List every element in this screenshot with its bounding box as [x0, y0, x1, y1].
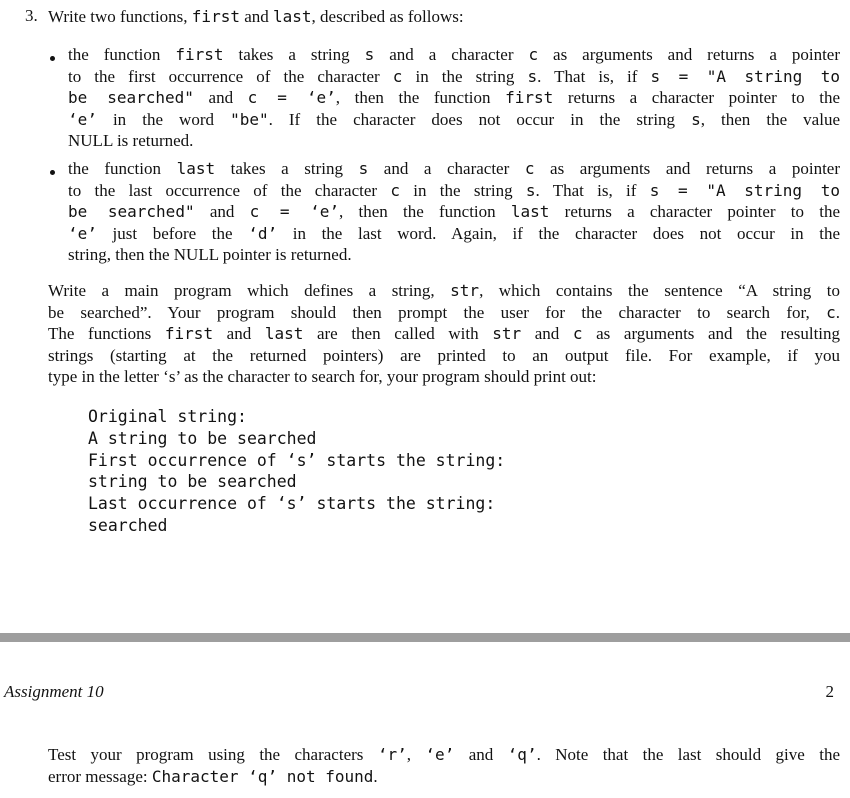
code-text-segment: be searched" — [68, 202, 195, 221]
main-program-paragraph — [48, 280, 840, 388]
text-line — [88, 515, 828, 537]
body-text-segment: Test your program using the characters — [48, 745, 378, 764]
body-text-segment: takes a string — [223, 45, 365, 64]
body-text-segment: type in the letter ‘s’ as the character to search for, your program should print out: — [48, 367, 597, 386]
body-text-segment: . — [835, 302, 840, 322]
code-text-segment: searched — [88, 515, 168, 535]
body-text-segment: in the last word. Again, if the character does not occur in the — [277, 223, 841, 243]
body-text-segment: Write a main program which defines a string, — [48, 281, 451, 300]
code-text-segment: ‘e’ — [68, 223, 97, 243]
text-line — [48, 366, 840, 388]
code-text-segment: last — [273, 7, 312, 26]
body-text-segment: be searched”. Your program should then prompt the user for the character to search for, — [48, 302, 827, 322]
code-text-segment: c — [524, 159, 535, 178]
body-text-segment: , which contains the sentence “A string to — [479, 281, 840, 300]
text-line — [88, 450, 828, 472]
code-text-segment: c = ‘e’ — [247, 88, 336, 107]
text-line — [68, 66, 840, 88]
body-text-segment: and — [239, 7, 274, 26]
code-text-segment: s — [691, 109, 701, 129]
code-text-segment: ‘e’ — [425, 745, 455, 764]
bullet-icon — [50, 56, 55, 61]
code-text-segment: c — [390, 180, 400, 200]
page-number: 2 — [825, 682, 834, 701]
code-text-segment: c — [392, 66, 403, 86]
body-text-segment: Write two functions, — [48, 7, 192, 26]
body-text-segment: the function — [68, 45, 176, 64]
code-text-segment: ‘q’ — [507, 745, 537, 764]
body-text-segment: just before the — [96, 223, 249, 243]
page-footer — [4, 681, 834, 703]
body-text-segment: in the string — [400, 180, 526, 200]
body-text-segment: . Note that the last should give the — [536, 745, 841, 764]
body-text-segment: and a character — [374, 45, 529, 64]
code-text-segment: s — [525, 180, 536, 200]
text-line — [68, 180, 840, 202]
code-text-segment: s = "A string to — [649, 180, 841, 200]
bullet-item-first-function — [68, 44, 840, 152]
code-text-segment: s — [358, 159, 369, 178]
text-line — [48, 6, 808, 28]
body-text-segment: in the word — [96, 109, 231, 129]
code-text-segment: last — [176, 159, 216, 178]
text-line — [68, 223, 840, 245]
body-text-segment: , then the value — [700, 109, 840, 129]
code-text-segment: last — [510, 202, 550, 221]
next-page-test-paragraph — [48, 744, 840, 787]
code-text-segment: first — [164, 324, 214, 343]
text-line — [68, 87, 840, 109]
body-text-segment: . If the character does not occur in the string — [268, 109, 692, 129]
text-line — [68, 130, 840, 152]
text-line — [48, 744, 840, 766]
text-line — [68, 109, 840, 131]
body-text-segment: as arguments and the resulting — [582, 324, 841, 343]
text-line — [68, 201, 840, 223]
code-text-segment: ‘e’ — [68, 109, 97, 129]
code-text-segment: s = "A string to — [650, 66, 841, 86]
text-line — [48, 766, 840, 788]
body-text-segment: takes a string — [215, 159, 359, 178]
body-text-segment: and — [454, 745, 508, 764]
text-line — [48, 323, 840, 345]
code-text-segment: first — [505, 88, 554, 107]
body-text-segment: in the string — [402, 66, 528, 86]
body-text-segment: and — [193, 88, 248, 107]
code-text-segment: Last occurrence of ‘s’ starts the string: — [88, 494, 496, 514]
text-line — [68, 244, 840, 266]
code-text-segment: Original string: — [88, 407, 247, 426]
body-text-segment: as arguments and returns a pointer — [538, 45, 840, 64]
code-text-segment: c — [826, 302, 836, 322]
body-text-segment: . That is, if — [535, 180, 650, 200]
body-text-segment: . — [373, 766, 378, 786]
item-intro-text — [48, 6, 808, 28]
code-text-segment: ‘d’ — [248, 223, 278, 243]
code-text-segment: c — [572, 324, 583, 343]
body-text-segment: string, then the NULL pointer is returned. — [68, 245, 352, 264]
code-text-segment: First occurrence of ‘s’ starts the string: — [88, 450, 506, 470]
text-line — [68, 44, 840, 66]
text-line — [68, 158, 840, 180]
text-line — [48, 345, 840, 367]
page-separator-bar — [0, 633, 850, 642]
code-text-segment: "be" — [230, 109, 269, 129]
text-line — [88, 493, 828, 515]
body-text-segment: The functions — [48, 324, 165, 343]
body-text-segment: and — [213, 324, 265, 343]
body-text-segment: strings (starting at the returned pointers) are printed to an output file. For example, if you — [48, 345, 840, 365]
code-text-segment: string to be searched — [88, 472, 297, 492]
text-line — [88, 471, 828, 493]
body-text-segment: , described as follows: — [311, 7, 464, 26]
body-text-segment: are then called with — [303, 324, 493, 343]
footer-assignment-title: Assignment 10 — [4, 682, 104, 701]
code-text-segment: A string to be searched — [88, 428, 317, 448]
body-text-segment: NULL is returned. — [68, 131, 194, 150]
code-text-segment: first — [191, 7, 240, 26]
code-text-segment: s — [527, 66, 538, 86]
code-text-segment: c = ‘e’ — [249, 202, 339, 221]
code-text-segment: first — [175, 45, 224, 64]
text-line — [88, 406, 828, 428]
code-text-segment: ‘r’ — [377, 745, 407, 764]
body-text-segment: and — [521, 324, 573, 343]
text-line — [48, 302, 840, 324]
body-text-segment: returns a character pointer to the — [549, 202, 840, 221]
text-line — [48, 280, 840, 302]
body-text-segment: and a character — [368, 159, 525, 178]
body-text-segment: the function — [68, 159, 177, 178]
code-text-segment: Character ‘q’ not found — [151, 766, 374, 786]
code-text-segment: last — [264, 324, 304, 343]
code-text-segment: s — [364, 45, 375, 64]
body-text-segment: error message: — [48, 766, 152, 786]
code-text-segment: str — [492, 324, 522, 343]
body-text-segment: as arguments and returns a pointer — [534, 159, 841, 178]
example-output-code-block — [88, 406, 828, 537]
body-text-segment: to the last occurrence of the character — [68, 180, 391, 200]
code-text-segment: str — [450, 281, 480, 300]
bullet-item-last-function — [68, 158, 840, 266]
body-text-segment: , then the function — [339, 202, 511, 221]
code-text-segment: c — [528, 45, 539, 64]
item-number: 3. — [25, 6, 38, 25]
body-text-segment: , then the function — [335, 88, 506, 107]
bullet-icon — [50, 170, 55, 175]
body-text-segment: to the first occurrence of the character — [68, 66, 393, 86]
text-line — [88, 428, 828, 450]
body-text-segment: , — [406, 745, 426, 764]
body-text-segment: returns a character pointer to the — [553, 88, 841, 107]
body-text-segment: . That is, if — [537, 66, 651, 86]
code-text-segment: be searched" — [68, 88, 194, 107]
body-text-segment: and — [194, 202, 250, 221]
